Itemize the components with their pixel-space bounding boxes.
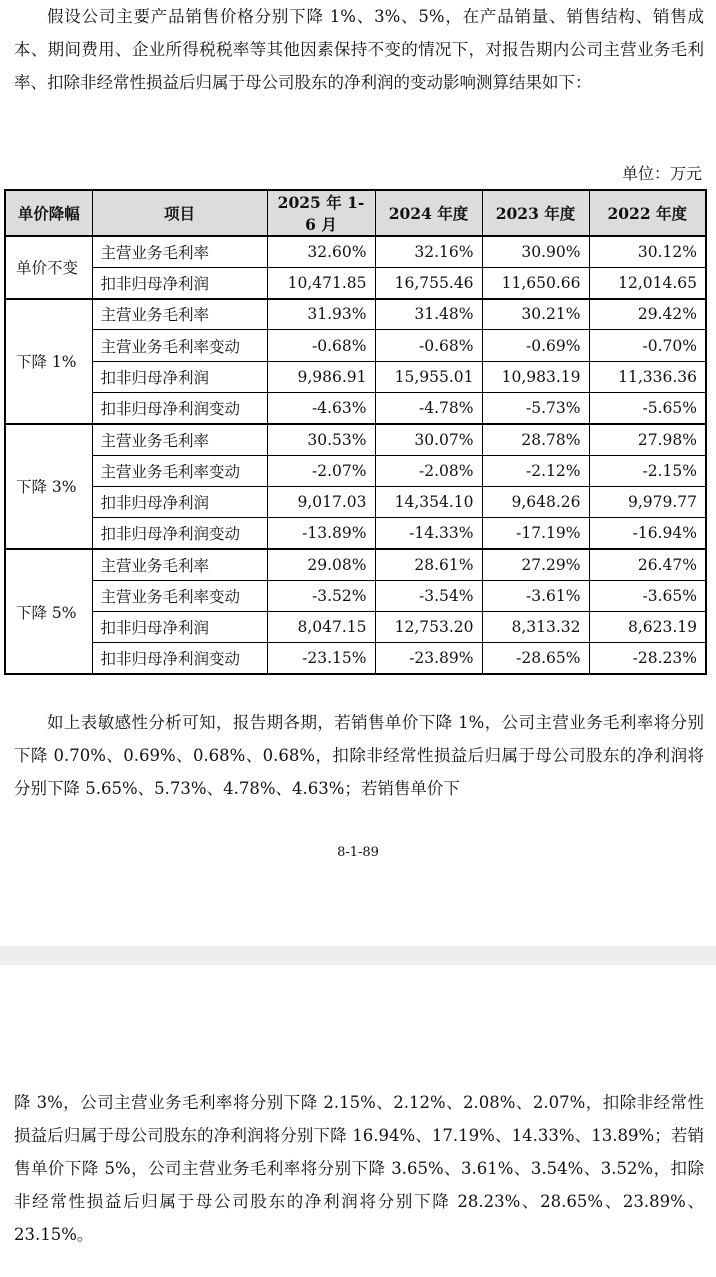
- value-cell: 10,983.19: [482, 361, 589, 392]
- value-cell: 28.61%: [375, 549, 482, 580]
- value-cell: -17.19%: [482, 518, 589, 549]
- header-cell: 2023 年度: [482, 190, 589, 236]
- value-cell: -14.33%: [375, 518, 482, 549]
- item-cell: 扣非归母净利润: [92, 267, 267, 298]
- sensitivity-table: [4, 189, 707, 675]
- value-cell: -5.73%: [482, 392, 589, 423]
- header-cell: 2022 年度: [589, 190, 706, 236]
- value-cell: 16,755.46: [375, 267, 482, 298]
- value-cell: -5.65%: [589, 392, 706, 423]
- value-cell: -4.78%: [375, 392, 482, 423]
- value-cell: -23.89%: [375, 643, 482, 674]
- value-cell: -0.68%: [267, 330, 375, 361]
- value-cell: 11,650.66: [482, 267, 589, 298]
- value-cell: 29.08%: [267, 549, 375, 580]
- item-cell: 主营业务毛利率: [92, 549, 267, 580]
- value-cell: 30.07%: [375, 424, 482, 455]
- table-header-row: [5, 190, 706, 236]
- header-cell: 2025 年 1-6 月: [267, 190, 375, 236]
- item-cell: 扣非归母净利润变动: [92, 518, 267, 549]
- page-number: 8-1-89: [337, 845, 379, 860]
- value-cell: 9,979.77: [589, 486, 706, 517]
- scenario-cell: 下降 1%: [5, 299, 92, 424]
- value-cell: 11,336.36: [589, 361, 706, 392]
- item-cell: 扣非归母净利润: [92, 486, 267, 517]
- value-cell: -2.15%: [589, 455, 706, 486]
- value-cell: 12,753.20: [375, 612, 482, 643]
- item-cell: 主营业务毛利率: [92, 299, 267, 330]
- value-cell: -3.61%: [482, 580, 589, 611]
- value-cell: 29.42%: [589, 299, 706, 330]
- continuation-paragraph: 降 3%，公司主营业务毛利率将分别下降 2.15%、2.12%、2.08%、2.07%，扣除非经常性损益后归属于母公司股东的净利润将分别下降 16.94%、17.19%、14.33%、13.89%；若销售单价下降 5%，公司主营业务毛利率将分别下降 3.65%、3.61%、3.54%、3.52%，扣除非经常性损益后归属于母公司股东的净利润将分别下降 28.23%、28.65%、23.89%、23.15%。: [14, 1093, 704, 1244]
- table-row: [5, 392, 706, 423]
- value-cell: 9,986.91: [267, 361, 375, 392]
- table-row: [5, 299, 706, 330]
- table-row: [5, 612, 706, 643]
- item-cell: 主营业务毛利率: [92, 236, 267, 267]
- value-cell: 10,471.85: [267, 267, 375, 298]
- table-row: [5, 455, 706, 486]
- table-row: [5, 330, 706, 361]
- value-cell: -3.52%: [267, 580, 375, 611]
- table-body: [5, 236, 706, 674]
- sensitivity-paragraph: 如上表敏感性分析可知，报告期各期，若销售单价下降 1%，公司主营业务毛利率将分别下降 0.70%、0.69%、0.68%、0.68%，扣除非经常性损益后归属于母公司股东的净利润将分别下降 5.65%、5.73%、4.78%、4.63%；若销售单价下: [14, 713, 704, 798]
- scenario-cell: 单价不变: [5, 236, 92, 299]
- value-cell: -13.89%: [267, 518, 375, 549]
- value-cell: 12,014.65: [589, 267, 706, 298]
- intro-paragraph: 假设公司主要产品销售价格分别下降 1%、3%、5%，在产品销量、销售结构、销售成本、期间费用、企业所得税税率等其他因素保持不变的情况下，对报告期内公司主营业务毛利率、扣除非经常性损益后归属于母公司股东的净利润的变动影响测算结果如下：: [14, 7, 704, 92]
- table-row: [5, 643, 706, 674]
- unit-note: 单位：万元: [621, 164, 702, 183]
- value-cell: -0.70%: [589, 330, 706, 361]
- value-cell: 30.12%: [589, 236, 706, 267]
- value-cell: -0.69%: [482, 330, 589, 361]
- value-cell: -2.07%: [267, 455, 375, 486]
- value-cell: -3.65%: [589, 580, 706, 611]
- value-cell: -0.68%: [375, 330, 482, 361]
- table-row: [5, 236, 706, 267]
- value-cell: 30.21%: [482, 299, 589, 330]
- value-cell: 31.93%: [267, 299, 375, 330]
- scenario-cell: 下降 5%: [5, 549, 92, 674]
- value-cell: 26.47%: [589, 549, 706, 580]
- value-cell: 27.29%: [482, 549, 589, 580]
- table-row: [5, 267, 706, 298]
- value-cell: 8,313.32: [482, 612, 589, 643]
- value-cell: 32.16%: [375, 236, 482, 267]
- value-cell: -2.12%: [482, 455, 589, 486]
- item-cell: 主营业务毛利率变动: [92, 330, 267, 361]
- item-cell: 扣非归母净利润: [92, 612, 267, 643]
- table-row: [5, 486, 706, 517]
- value-cell: -3.54%: [375, 580, 482, 611]
- value-cell: 28.78%: [482, 424, 589, 455]
- header-cell: 2024 年度: [375, 190, 482, 236]
- item-cell: 主营业务毛利率变动: [92, 455, 267, 486]
- table-row: [5, 361, 706, 392]
- value-cell: -23.15%: [267, 643, 375, 674]
- value-cell: 9,648.26: [482, 486, 589, 517]
- table-row: [5, 580, 706, 611]
- value-cell: 8,047.15: [267, 612, 375, 643]
- value-cell: 9,017.03: [267, 486, 375, 517]
- table-row: [5, 518, 706, 549]
- item-cell: 扣非归母净利润: [92, 361, 267, 392]
- item-cell: 扣非归母净利润变动: [92, 643, 267, 674]
- item-cell: 主营业务毛利率变动: [92, 580, 267, 611]
- value-cell: 15,955.01: [375, 361, 482, 392]
- item-cell: 主营业务毛利率: [92, 424, 267, 455]
- value-cell: -4.63%: [267, 392, 375, 423]
- page-gap: [0, 946, 716, 965]
- header-cell: 项目: [92, 190, 267, 236]
- table-row: [5, 549, 706, 580]
- table-row: [5, 424, 706, 455]
- scenario-cell: 下降 3%: [5, 424, 92, 549]
- value-cell: 32.60%: [267, 236, 375, 267]
- value-cell: -2.08%: [375, 455, 482, 486]
- value-cell: 8,623.19: [589, 612, 706, 643]
- item-cell: 扣非归母净利润变动: [92, 392, 267, 423]
- value-cell: -28.23%: [589, 643, 706, 674]
- value-cell: -28.65%: [482, 643, 589, 674]
- value-cell: 27.98%: [589, 424, 706, 455]
- value-cell: 30.53%: [267, 424, 375, 455]
- header-cell: 单价降幅: [5, 190, 92, 236]
- value-cell: -16.94%: [589, 518, 706, 549]
- value-cell: 30.90%: [482, 236, 589, 267]
- value-cell: 31.48%: [375, 299, 482, 330]
- value-cell: 14,354.10: [375, 486, 482, 517]
